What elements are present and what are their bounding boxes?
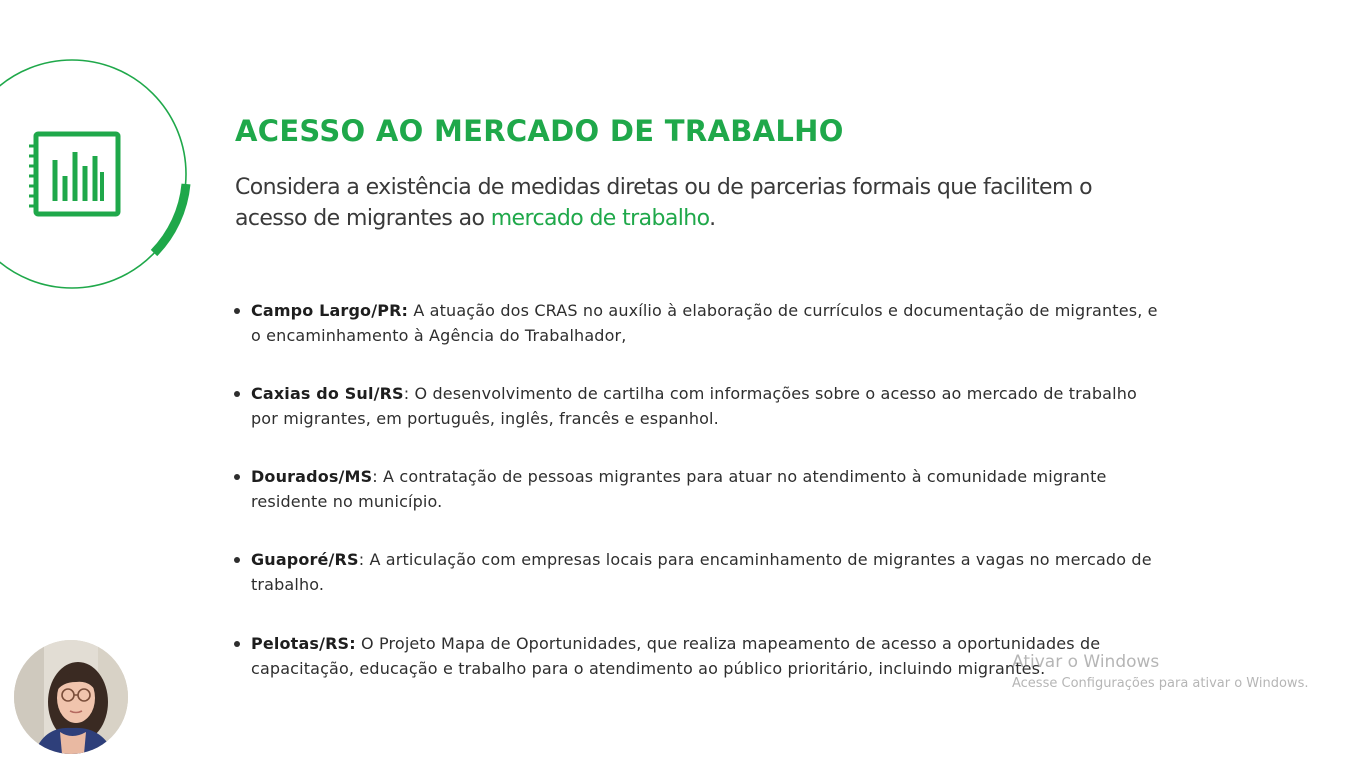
- subtitle-highlight: mercado de trabalho: [490, 206, 710, 231]
- presenter-avatar: [14, 640, 128, 754]
- city-name: Dourados/MS: [251, 467, 373, 486]
- chart-notebook-icon: [29, 134, 118, 214]
- list-item: [233, 381, 1163, 431]
- item-text: : A contratação de pessoas migrantes para atuar no atendimento à comunidade migrante residente no município.: [251, 467, 1107, 511]
- list-item: [233, 464, 1163, 514]
- item-text: A atuação dos CRAS no auxílio à elaboração de currículos e documentação de migrantes, e o encaminhamento à Agência do Trabalhador,: [251, 301, 1158, 345]
- item-text: : O desenvolvimento de cartilha com informações sobre o acesso ao mercado de trabalho por migrantes, em português, inglês, francês e espanhol.: [251, 384, 1137, 428]
- item-text: : A articulação com empresas locais para encaminhamento de migrantes a vagas no mercado de trabalho.: [251, 550, 1152, 594]
- watermark-subtitle: Acesse Configurações para ativar o Windows.: [1012, 676, 1309, 691]
- subtitle-end: .: [709, 206, 716, 231]
- city-name: Pelotas/RS:: [251, 634, 356, 653]
- watermark-title: Ativar o Windows: [1012, 652, 1160, 672]
- list-item: [233, 298, 1163, 348]
- subtitle-text: Considera a existência de medidas diretas ou de parcerias formais que facilitem o acesso de migrantes ao: [235, 175, 1093, 231]
- city-name: Campo Largo/PR:: [251, 301, 409, 320]
- decorative-circle: [0, 0, 200, 300]
- windows-activation-watermark: [1012, 651, 1308, 693]
- slide-subtitle: [235, 172, 1135, 234]
- list-item: [233, 547, 1163, 597]
- presenter-webcam: [14, 640, 128, 754]
- city-name: Caxias do Sul/RS: [251, 384, 404, 403]
- slide-title: ACESSO AO MERCADO DE TRABALHO: [235, 114, 844, 148]
- city-name: Guaporé/RS: [251, 550, 359, 569]
- item-text: O Projeto Mapa de Oportunidades, que realiza mapeamento de acesso a oportunidades de capacitação, educação e trabalho para o atendimento ao público prioritário, incluindo migrantes.: [251, 634, 1101, 678]
